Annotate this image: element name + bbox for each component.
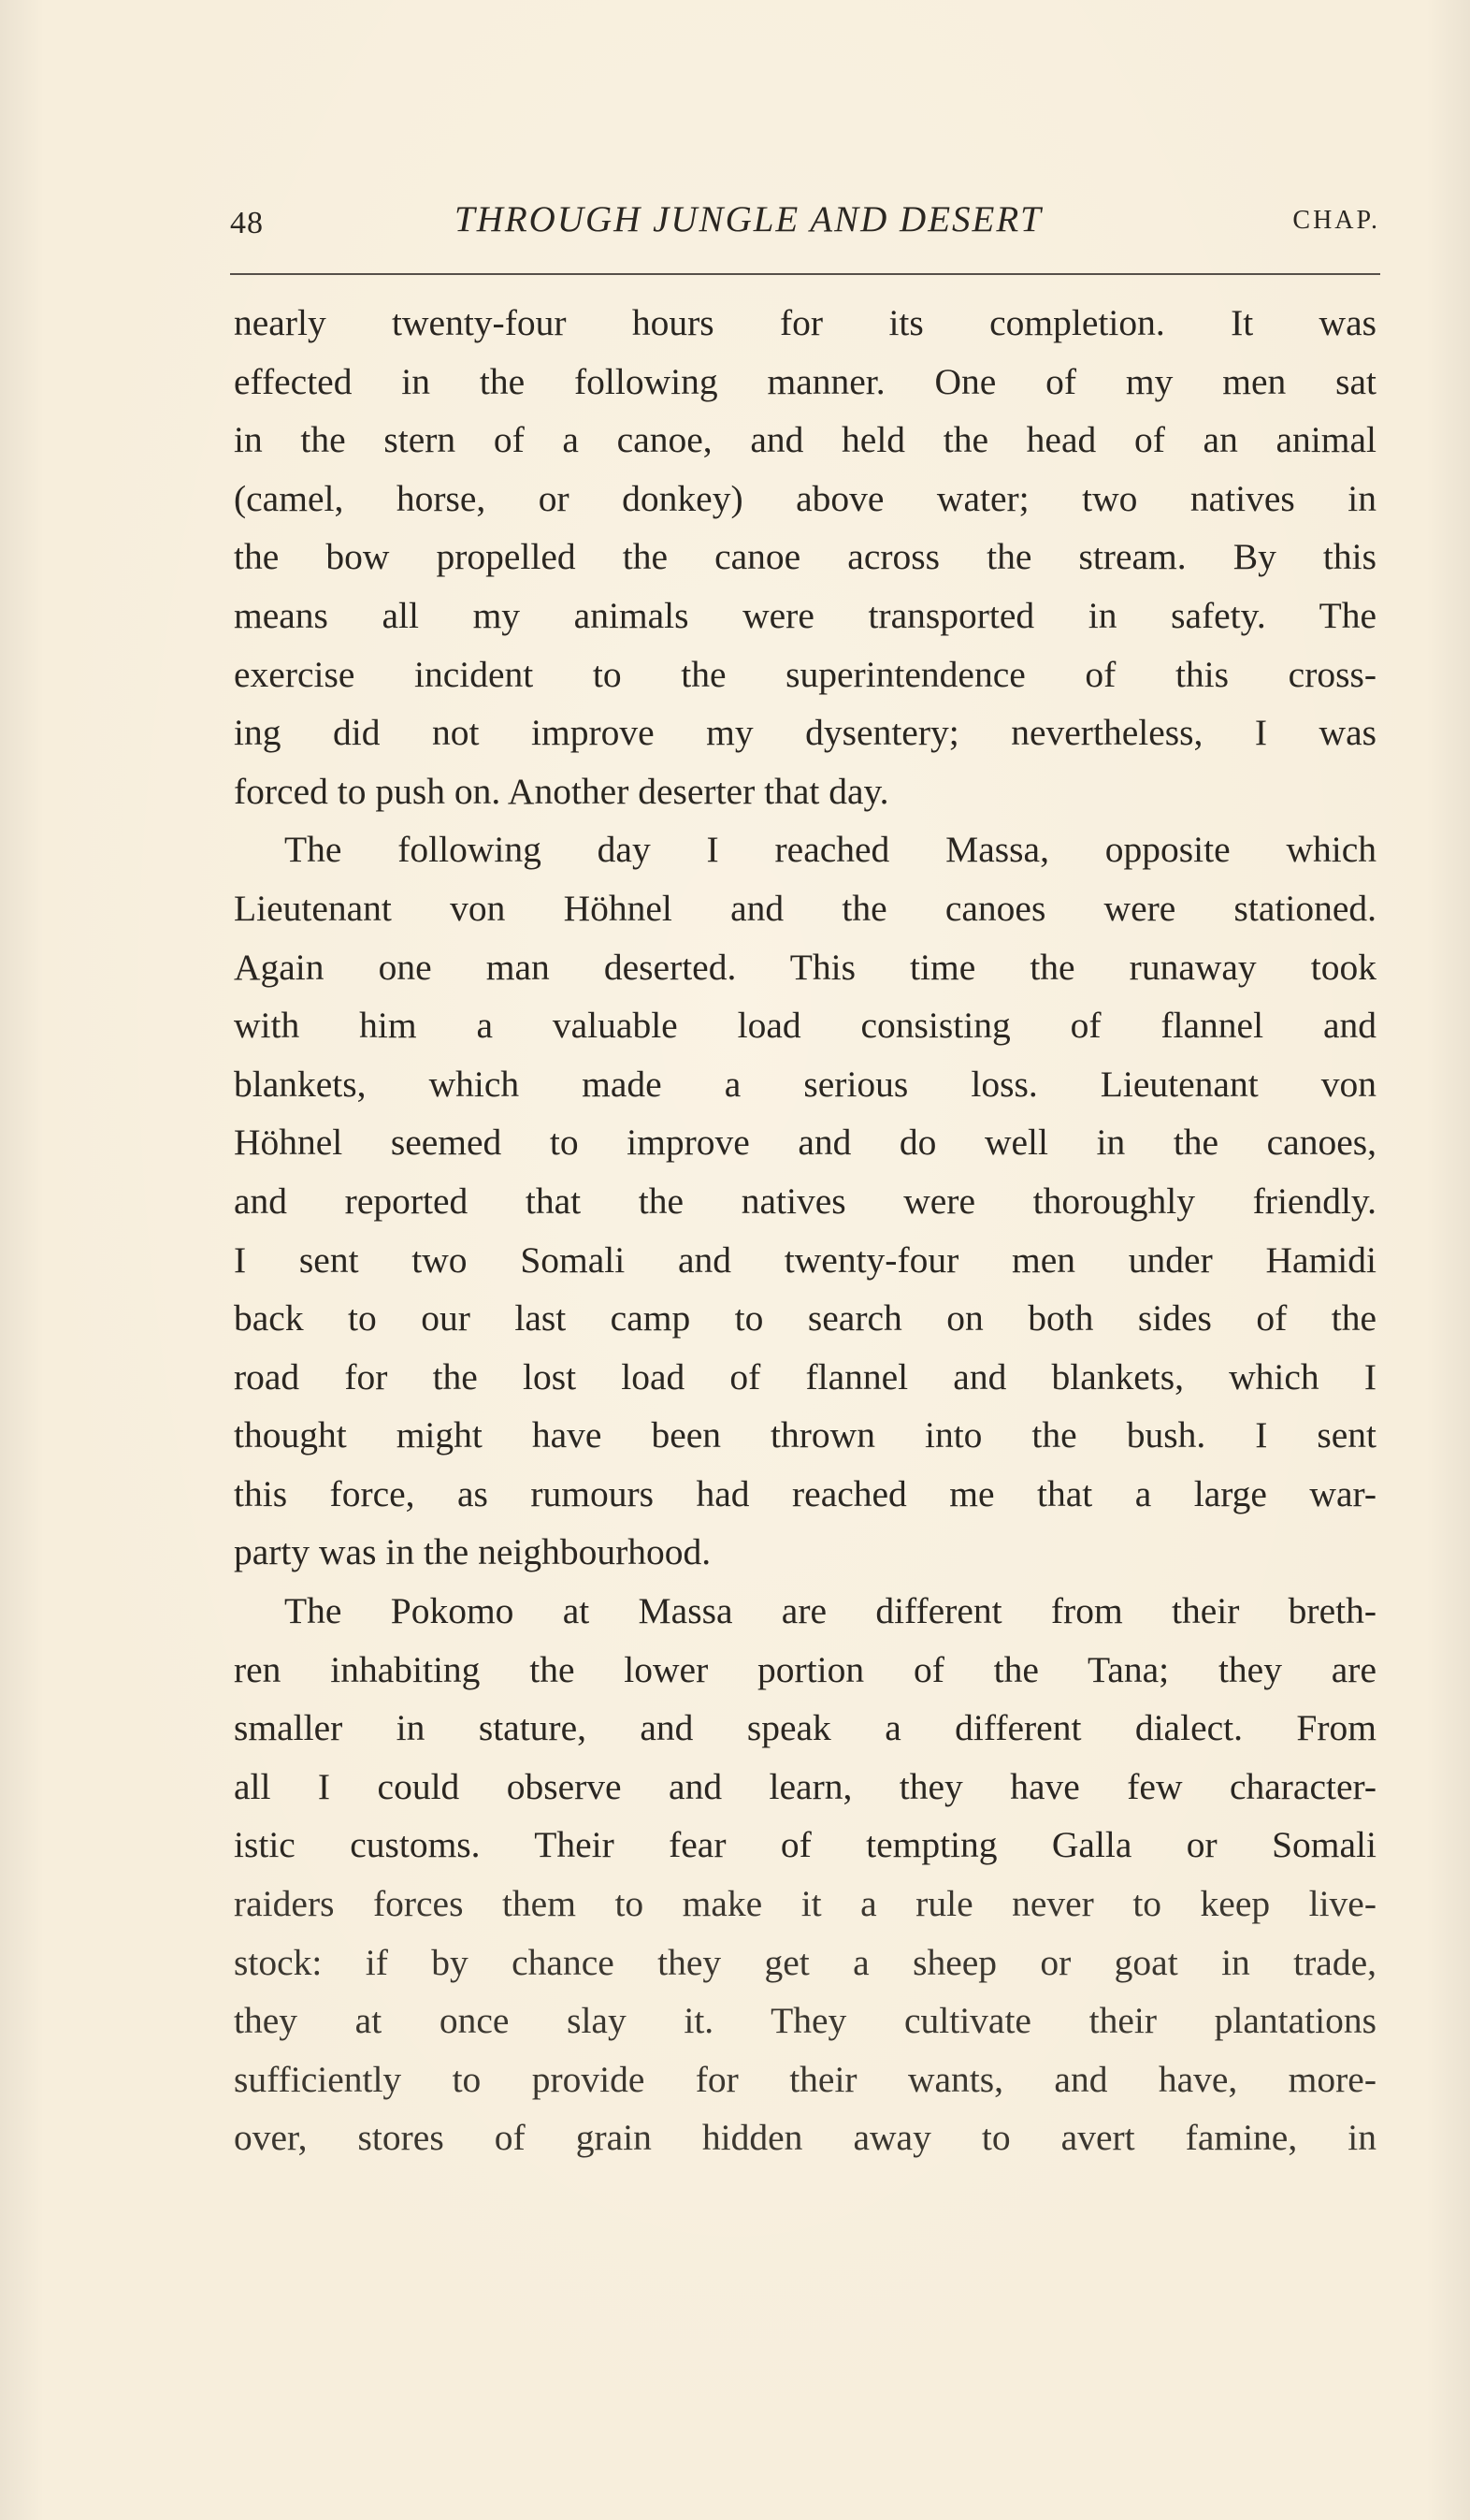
paragraph-end-line: party was in the neighbourhood.: [234, 1531, 712, 1573]
page-header: [230, 198, 1380, 254]
text-line: and reported that the natives were thoroughly friendly.: [234, 1180, 1376, 1222]
text-line: road for the lost load of flannel and blankets, which I: [234, 1355, 1376, 1398]
text-line: the bow propelled the canoe across the stream. By this: [234, 536, 1376, 578]
paragraph-end-line: forced to push on. Another deserter that day.: [234, 770, 889, 812]
text-line: this force, as rumours had reached me that a large war-: [234, 1472, 1376, 1514]
text-line: Lieutenant von Höhnel and the canoes were stationed.: [234, 887, 1376, 929]
paragraph-start-line: The Pokomo at Massa are different from their breth-: [284, 1590, 1376, 1632]
text-line: smaller in stature, and speak a different dialect. From: [234, 1707, 1376, 1749]
paragraph-start-line: The following day I reached Massa, opposite which: [284, 829, 1376, 871]
text-line: all I could observe and learn, they have few character-: [234, 1765, 1376, 1807]
text-line: Höhnel seemed to improve and do well in the canoes,: [234, 1122, 1376, 1164]
page-number: 48: [230, 206, 264, 240]
text-line: nearly twenty-four hours for its completion. It was: [234, 302, 1376, 343]
text-line: istic customs. Their fear of tempting Galla or Somali: [234, 1824, 1376, 1866]
text-line: back to our last camp to search on both sides of the: [234, 1297, 1376, 1340]
text-line: (camel, horse, or donkey) above water; two natives in: [234, 477, 1376, 519]
text-line: raiders forces them to make it a rule never to keep live-: [234, 1883, 1376, 1925]
text-line: sufficiently to provide for their wants, and have, more-: [234, 2058, 1376, 2100]
chapter-label: CHAP.: [1292, 206, 1380, 235]
text-line: stock: if by chance they get a sheep or goat in trade,: [234, 1941, 1376, 1983]
running-title: THROUGH JUNGLE AND DESERT: [454, 199, 1043, 239]
text-line: over, stores of grain hidden away to avert famine, in: [234, 2117, 1376, 2159]
text-line: Again one man deserted. This time the runaway took: [234, 946, 1376, 988]
text-line: with him a valuable load consisting of flannel and: [234, 1005, 1376, 1047]
body-text: [234, 294, 1376, 2167]
text-line: thought might have been thrown into the bush. I sent: [234, 1414, 1376, 1456]
text-line: in the stern of a canoe, and held the head of an animal: [234, 419, 1376, 461]
text-line: ing did not improve my dysentery; nevertheless, I was: [234, 712, 1376, 754]
text-line: exercise incident to the superintendence of this cross-: [234, 653, 1376, 695]
header-rule: [230, 273, 1380, 275]
text-line: ren inhabiting the lower portion of the Tana; they are: [234, 1648, 1376, 1690]
text-line: effected in the following manner. One of my men sat: [234, 360, 1376, 402]
text-line: means all my animals were transported in safety. The: [234, 594, 1376, 636]
text-line: blankets, which made a serious loss. Lieutenant von: [234, 1063, 1376, 1105]
text-line: they at once slay it. They cultivate their plantations: [234, 2000, 1376, 2042]
text-line: I sent two Somali and twenty-four men under Hamidi: [234, 1238, 1376, 1281]
